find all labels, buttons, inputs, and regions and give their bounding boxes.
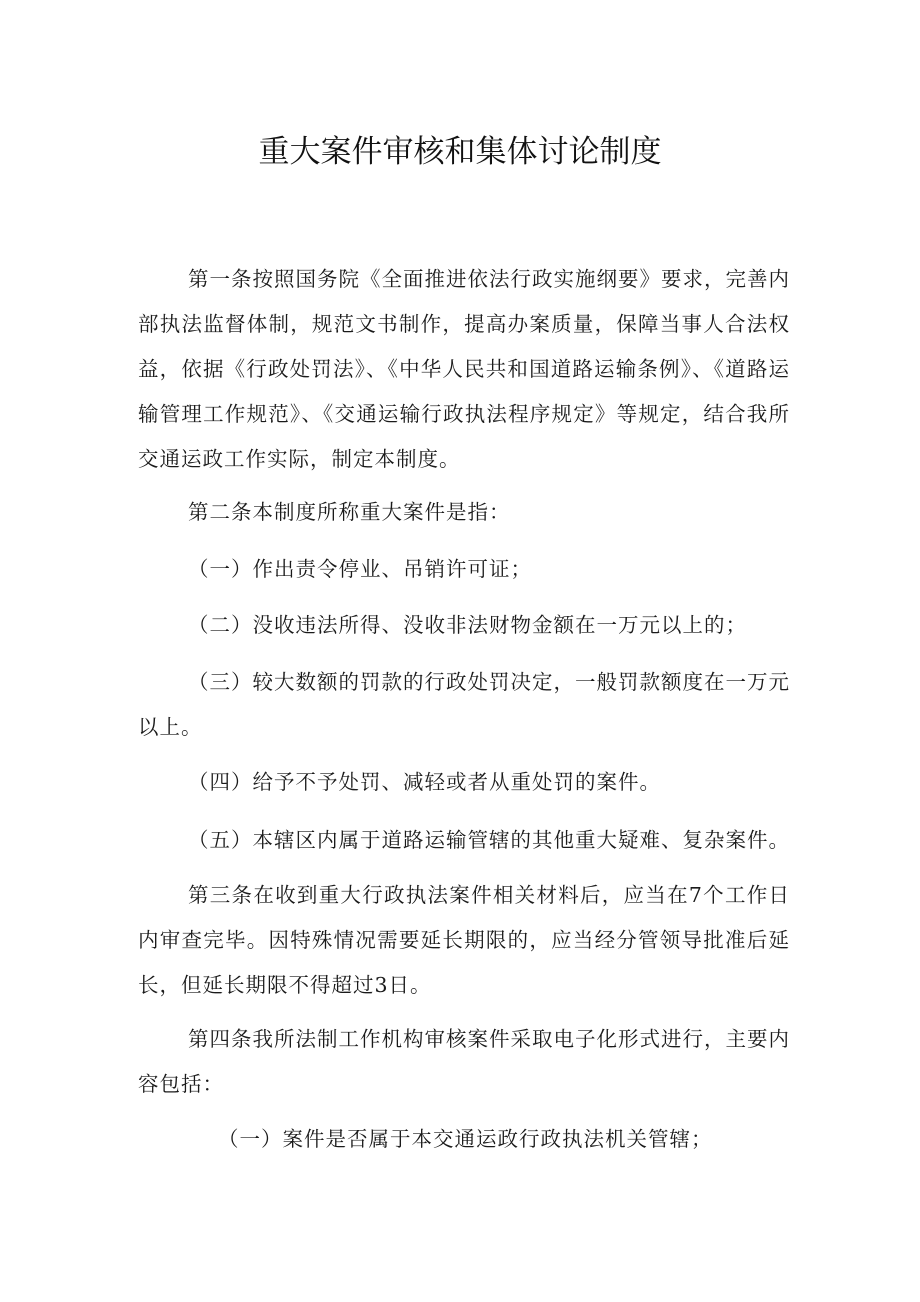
article-2-item-5: （五）本辖区内属于道路运输管辖的其他重大疑难、复杂案件。 — [188, 828, 790, 852]
document-title: 重大案件审核和集体讨论制度 — [258, 134, 662, 170]
article-1-paragraph: 第一条按照国务院《全面推进依法行政实施纲要》要求，完善内部执法监督体制，规范文书制作，提高办案质量，保障当事人合法权益，依据《行政处罚法》、《中华人民共和国道路运输条例》、《道路运输管理工作规范》、《交通运输行政执法程序规定》等规定，结合我所交通运政工作实际，制定本制度。 — [138, 267, 790, 471]
article-4-item-1: （一）案件是否属于本交通运政行政执法机关管辖； — [218, 1127, 713, 1151]
article-3-paragraph: 第三条在收到重大行政执法案件相关材料后，应当在7个工作日内审查完毕。因特殊情况需要延长期限的，应当经分管领导批准后延长，但延长期限不得超过3日。 — [138, 883, 790, 997]
article-2-item-3: （三）较大数额的罚款的行政处罚决定，一般罚款额度在一万元以上。 — [138, 670, 790, 739]
article-2-item-4: （四）给予不予处罚、减轻或者从重处罚的案件。 — [188, 770, 661, 794]
article-2-paragraph: 第二条本制度所称重大案件是指： — [188, 500, 511, 524]
article-2-item-2: （二）没收违法所得、没收非法财物金额在一万元以上的； — [188, 613, 747, 637]
article-2-item-1: （一）作出责令停业、吊销许可证； — [188, 557, 532, 581]
article-4-paragraph: 第四条我所法制工作机构审核案件采取电子化形式进行，主要内容包括： — [138, 1027, 790, 1096]
